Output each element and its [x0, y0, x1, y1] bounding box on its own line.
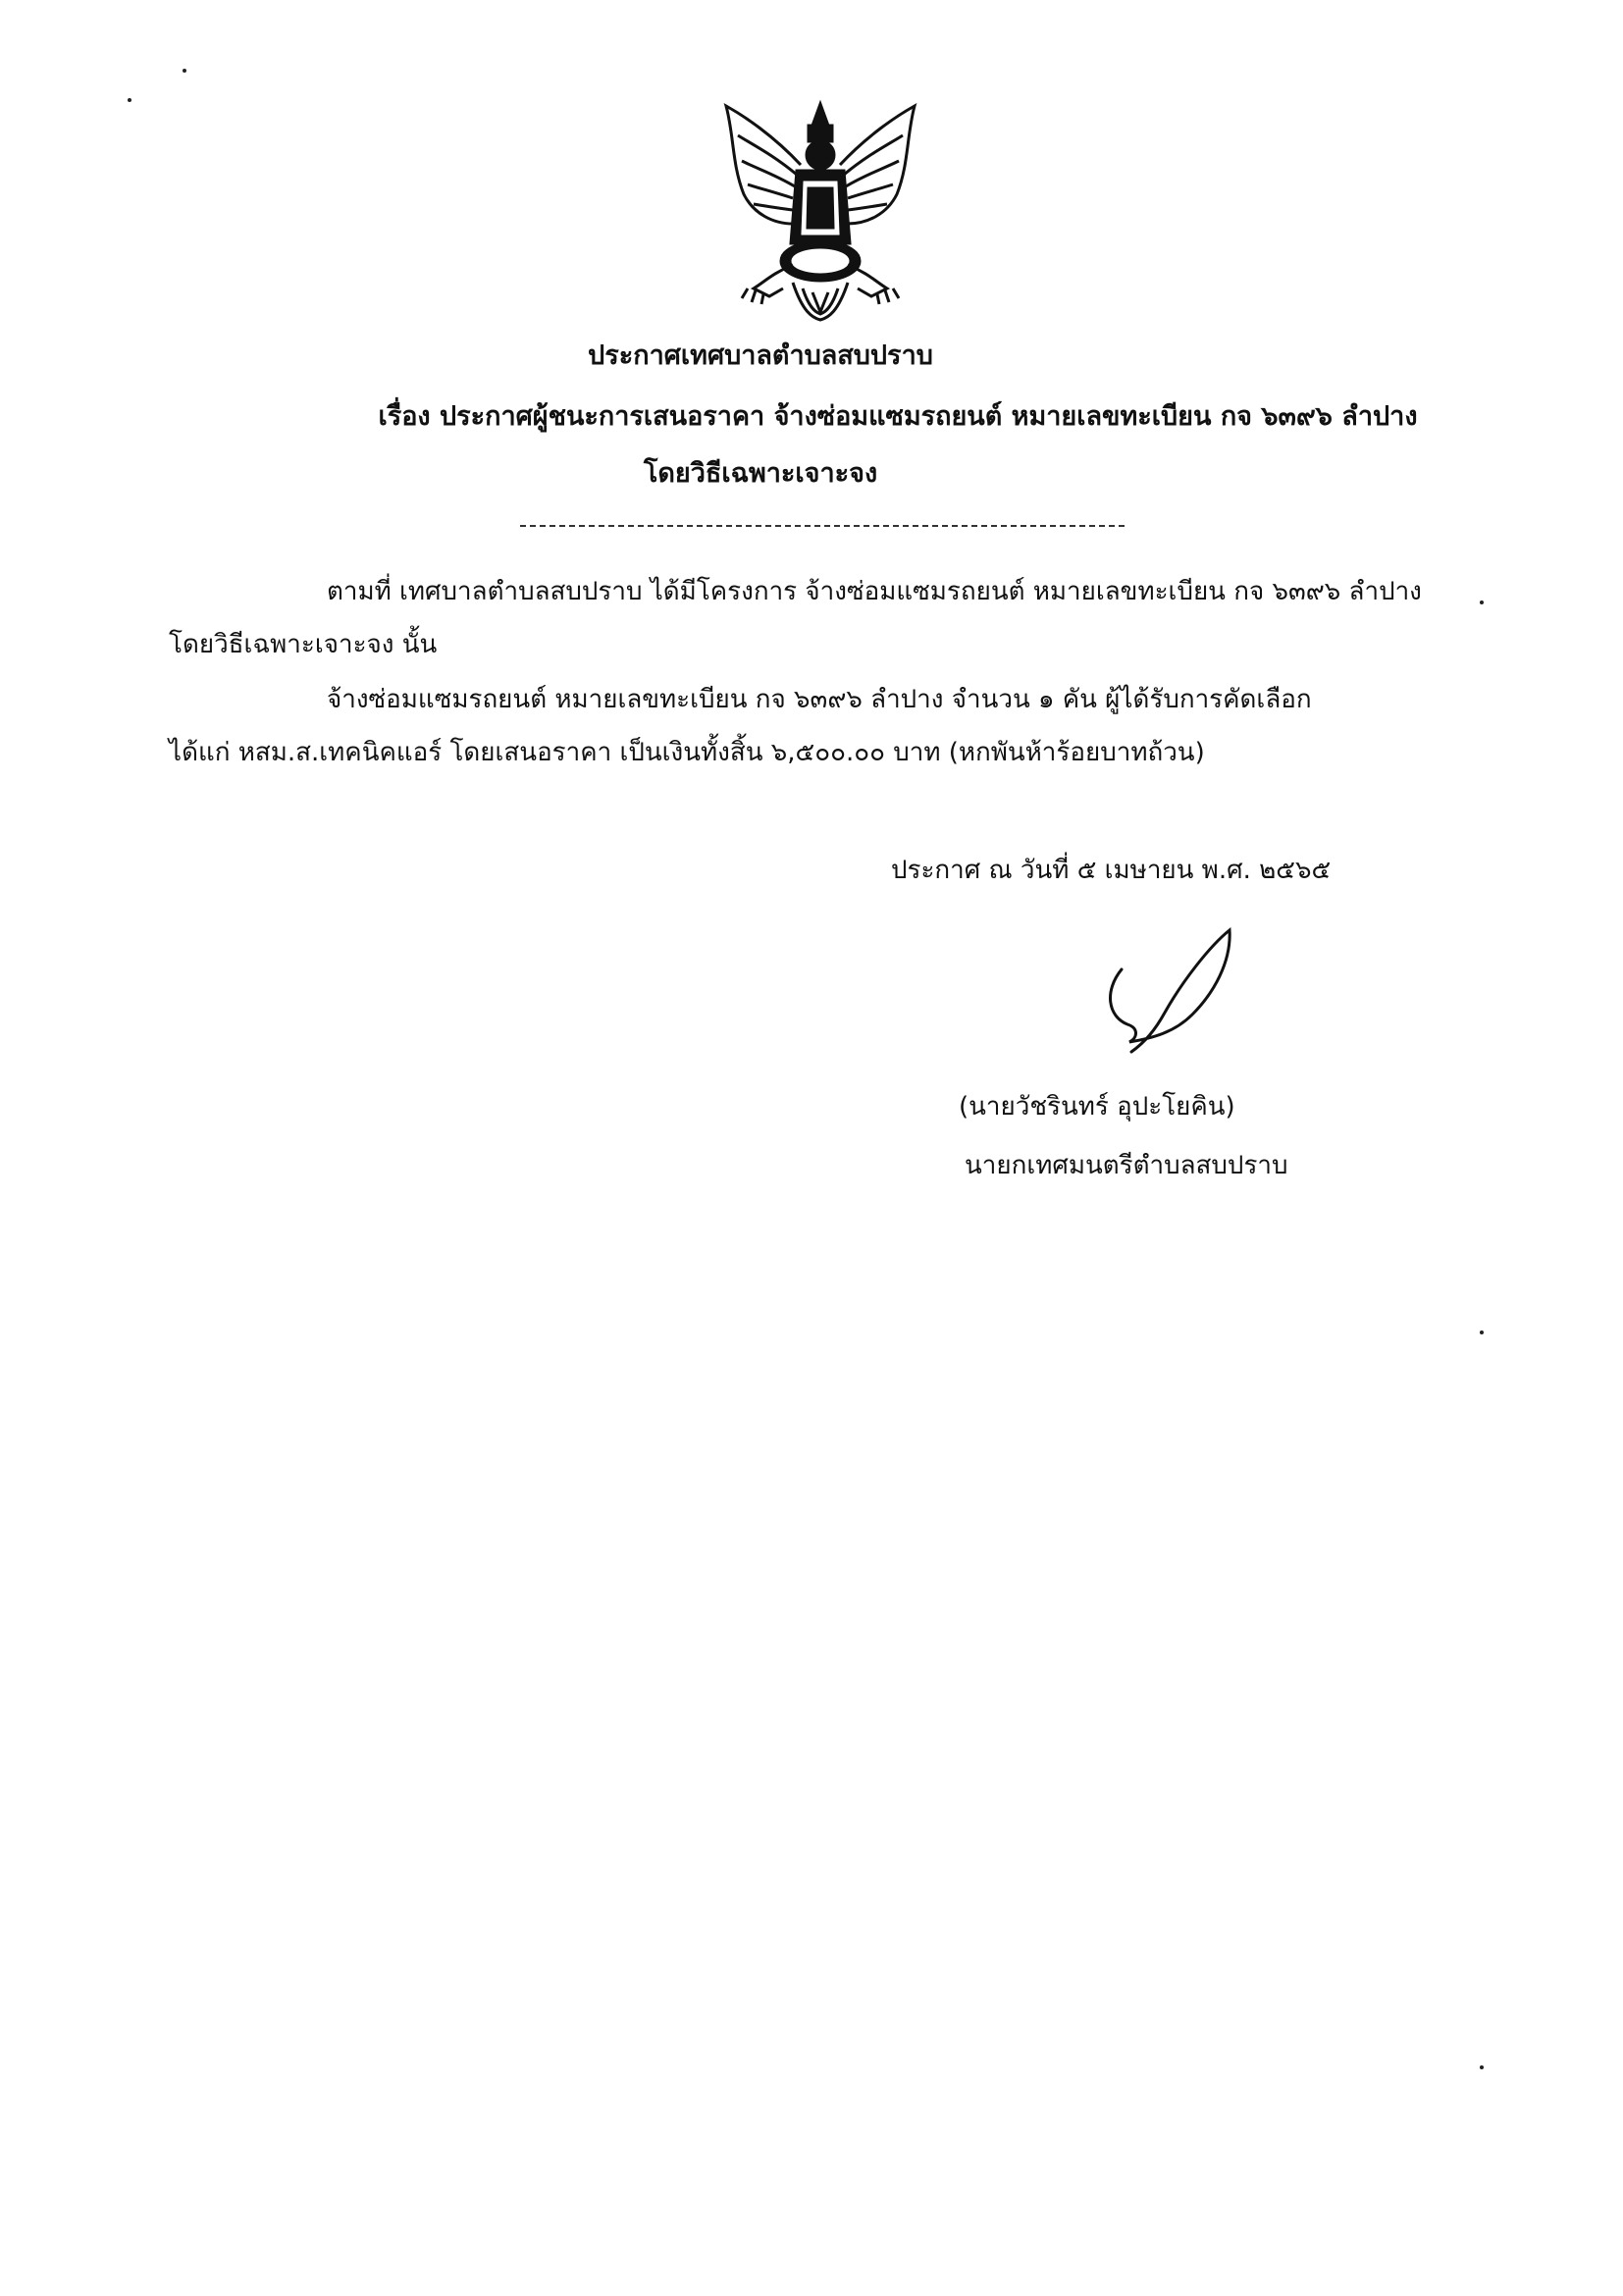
paragraph-2-line-1: จ้างซ่อมแซมรถยนต์ หมายเลขทะเบียน กจ ๖๓๙๖ ลำปาง จำนวน ๑ คัน ผู้ได้รับการคัดเลือก — [327, 685, 1312, 714]
scan-speck — [183, 69, 186, 73]
scan-speck — [128, 98, 131, 102]
scan-speck — [1480, 2065, 1484, 2069]
paragraph-2-line-2: ได้แก่ หสม.ส.เทคนิคแอร์ โดยเสนอราคา เป็นเงินทั้งสิ้น ๖,๕๐๐.๐๐ บาท (หกพันห้าร้อยบาทถ้วน) — [169, 738, 1205, 767]
announcement-date: ประกาศ ณ วันที่ ๕ เมษายน พ.ศ. ๒๕๖๕ — [891, 856, 1332, 885]
announcement-organization: ประกาศเทศบาลตำบลสบปราบ — [588, 340, 933, 371]
signer-name: (นายวัชรินทร์ อุปะโยคิน) — [959, 1092, 1235, 1122]
garuda-emblem-icon — [714, 96, 926, 324]
announcement-subject: เรื่อง ประกาศผู้ชนะการเสนอราคา จ้างซ่อมแซมรถยนต์ หมายเลขทะเบียน กจ ๖๓๙๖ ลำปาง — [378, 401, 1418, 432]
signer-title: นายกเทศมนตรีตำบลสบปราบ — [965, 1151, 1288, 1180]
paragraph-1-line-1: ตามที่ เทศบาลตำบลสบปราบ ได้มีโครงการ จ้างซ่อมแซมรถยนต์ หมายเลขทะเบียน กจ ๖๓๙๖ ลำปาง — [327, 577, 1422, 606]
announcement-method: โดยวิธีเฉพาะเจาะจง — [643, 458, 878, 489]
scan-speck — [1480, 1331, 1484, 1334]
paragraph-1-line-2: โดยวิธีเฉพาะเจาะจง นั้น — [169, 630, 438, 659]
dashed-divider — [520, 525, 1125, 527]
handwritten-signature-icon — [1094, 922, 1241, 1055]
scan-speck — [1480, 600, 1484, 604]
